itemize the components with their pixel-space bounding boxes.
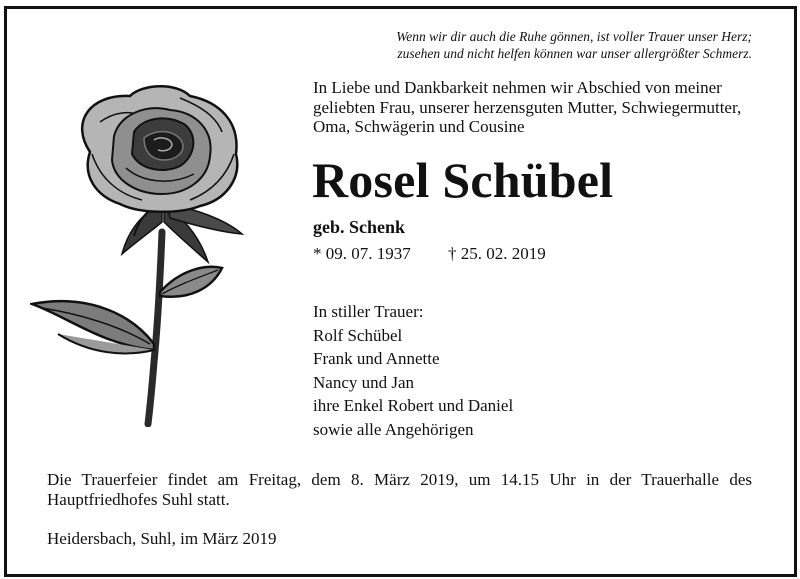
intro-line: Oma, Schwägerin und Cousine (313, 117, 525, 136)
mourners-list (313, 300, 513, 441)
place-and-date: Heidersbach, Suhl, im März 2019 (47, 529, 277, 548)
life-dates (313, 244, 546, 264)
mourner-name: Rolf Schübel (313, 325, 403, 345)
motto-line: zusehen und nicht helfen können war unser allergrößter Schmerz. (397, 46, 752, 61)
deceased-name: Rosel Schübel (312, 152, 614, 208)
motto-line: Wenn wir dir auch die Ruhe gönnen, ist voller Trauer unser Herz; (396, 29, 752, 44)
mourner-name: Frank und Annette (313, 349, 440, 368)
mourners-heading: In stiller Trauer: (313, 302, 424, 321)
intro-line: geliebten Frau, unserer herzensguten Mutter, Schwiegermutter, (313, 97, 742, 117)
funeral-info: Die Trauerfeier findet am Freitag, dem 8. März 2019, um 14.15 Uhr in der Trauerhalle des Hauptfriedhofes Suhl statt. (47, 470, 752, 509)
mourner-name: sowie alle Angehörigen (313, 419, 474, 439)
mourner-name: Nancy und Jan (313, 372, 415, 392)
intro-line: In Liebe und Dankbarkeit nehmen wir Abschied von meiner (313, 78, 722, 97)
death-date: † 25. 02. 2019 (448, 244, 546, 263)
rose-icon (30, 82, 260, 427)
intro-text (313, 78, 783, 137)
maiden-name: geb. Schenk (313, 217, 406, 237)
motto-verse (232, 28, 752, 62)
birth-date: * 09. 07. 1937 (313, 244, 411, 263)
mourner-name: ihre Enkel Robert und Daniel (313, 396, 514, 415)
